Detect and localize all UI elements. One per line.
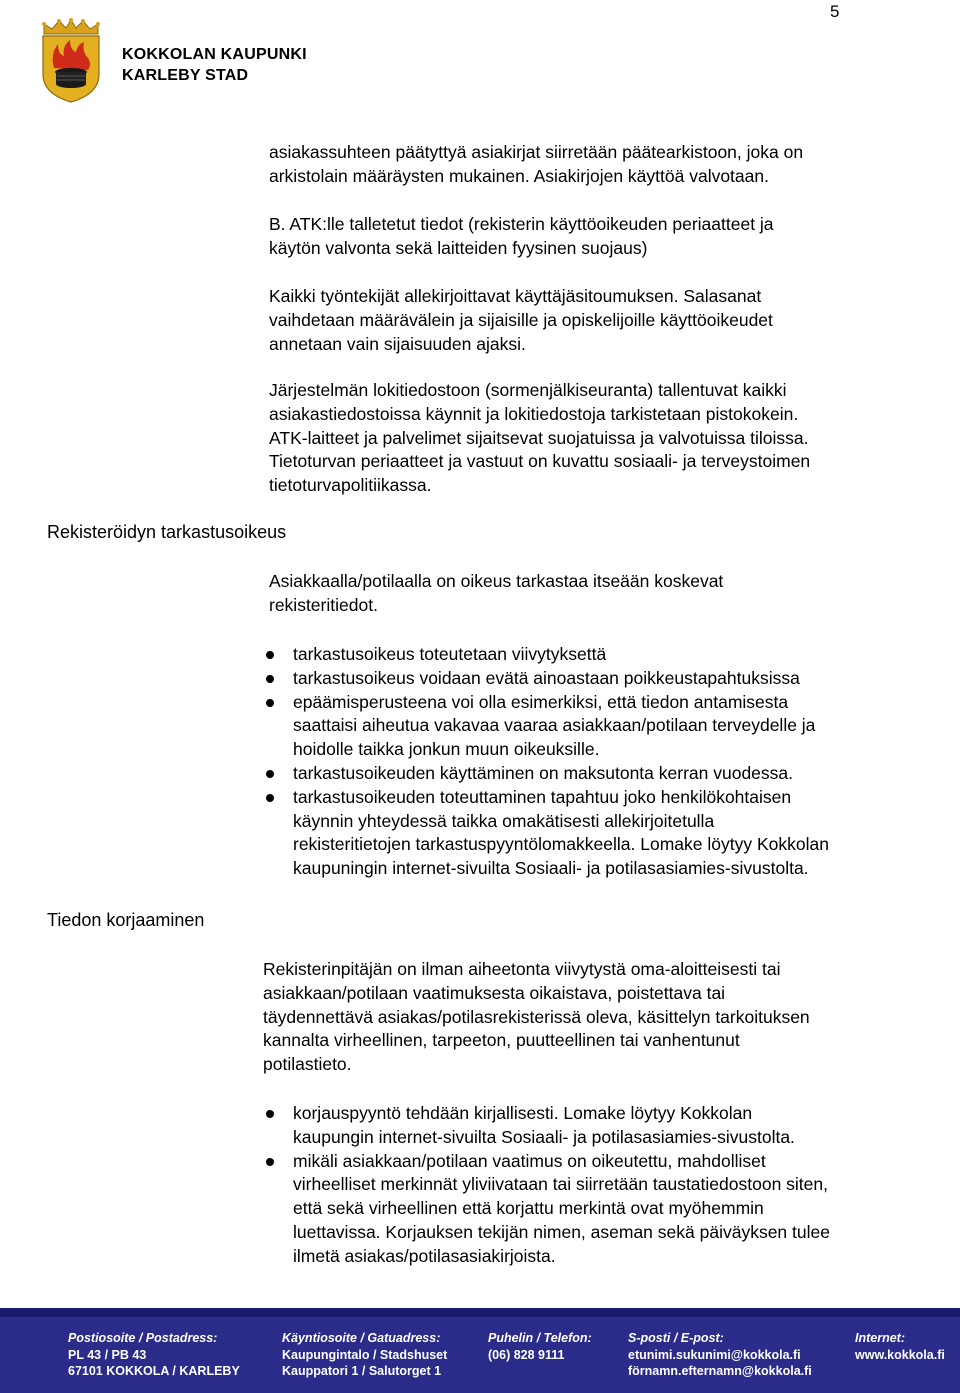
- list-item: tarkastusoikeuden käyttäminen on maksutonta kerran vuodessa.: [263, 762, 943, 786]
- list-item: mikäli asiakkaan/potilaan vaatimus on oikeutettu, mahdolliset virheelliset merkinnät yliviivataan tai siirretään taustatiedostoon siten, että sekä virheellinen että korjattu merkintä ovat myöhemmin luettavissa. Korjauksen tekijän nimen, aseman sekä päiväyksen tulee ilmetä asiakas/potilasasiakirjoista.: [263, 1150, 943, 1269]
- list-item: tarkastusoikeuden toteuttaminen tapahtuu joko henkilökohtaisen käynnin yhteydessä taikka omakätisesti allekirjoitetulla rekisteritietojen tarkastuspyyntölomakkeella. Lomake löytyy Kokkolan kaupuningin internet-sivuilta Sosiaali- ja potilasasiamies-sivustolta.: [263, 786, 943, 881]
- intro-paragraph-3: Kaikki työntekijät allekirjoittavat käyttäjäsitoumuksen. Salasanat vaihdetaan määrävälein ja sijaisille ja opiskelijoille käyttöoikeudet annetaan vain sijaisuuden ajaksi.: [269, 286, 773, 354]
- intro-paragraph-2: B. ATK:lle talletetut tiedot (rekisterin käyttöoikeuden periaatteet ja käytön valvonta sekä laitteiden fyysinen suojaus): [269, 214, 774, 258]
- section-heading-access: Rekisteröidyn tarkastusoikeus: [47, 522, 287, 542]
- organization-name-sv: KARLEBY STAD: [122, 67, 249, 84]
- list-item: tarkastusoikeus voidaan evätä ainoastaan poikkeustapahtuksissa: [263, 667, 943, 691]
- access-intro: Asiakkaalla/potilaalla on oikeus tarkastaa itseään koskevat rekisteritiedot.: [269, 571, 724, 615]
- footer-phone: Puhelin / Telefon: (06) 828 9111: [488, 1331, 592, 1362]
- list-item: epäämisperusteena voi olla esimerkiksi, että tiedon antamisesta saattaisi aiheutua vakavaa vaaraa asiakkaan/potilaan terveydelle ja hoidolle taikka jonkun muun oikeuksille.: [263, 691, 943, 762]
- bullet-icon: [266, 699, 274, 707]
- bullet-icon: [266, 1158, 274, 1166]
- website-link[interactable]: www.kokkola.fi: [855, 1347, 945, 1362]
- list-item: tarkastusoikeus toteutetaan viivytyksettä: [263, 643, 943, 667]
- list-item: korjauspyyntö tehdään kirjallisesti. Lomake löytyy Kokkolan kaupungin internet-sivuilta Sosiaali- ja potilasasiamies-sivustolta.: [263, 1102, 943, 1150]
- footer-email: S-posti / E-post: etunimi.sukunimi@kokkola.fi förnamn.efternamn@kokkola.fi: [628, 1331, 812, 1378]
- bullet-icon: [266, 794, 274, 802]
- intro-paragraph-1: asiakassuhteen päätyttyä asiakirjat siirretään päätearkistoon, joka on arkistolain määräysten mukainen. Asiakirjojen käyttöä valvotaan.: [269, 142, 804, 186]
- correction-bullet-list: [263, 1102, 943, 1269]
- footer-internet: Internet: www.kokkola.fi: [855, 1331, 945, 1362]
- footer-postal-address: Postiosoite / Postadress: PL 43 / PB 43 67101 KOKKOLA / KARLEBY: [68, 1331, 240, 1378]
- organization-name-fi: KOKKOLAN KAUPUNKI: [122, 46, 307, 63]
- correction-intro: Rekisterinpitäjän on ilman aiheetonta viivytystä oma-aloitteisesti tai asiakkaan/potilaan vaatimuksesta oikaistava, poistettava tai täydennettävä asiakas/potilasrekisterissä oleva, käsittelyn tarkoituksen kannalta virheellinen, tarpeeton, puutteellinen tai vanhentunut potilastieto.: [263, 959, 810, 1075]
- footer-visiting-address: Käyntiosoite / Gatuadress: Kaupungintalo / Stadshuset Kauppatori 1 / Salutorget 1: [282, 1331, 448, 1378]
- bullet-icon: [266, 675, 274, 683]
- bullet-icon: [266, 651, 274, 659]
- section-heading-correction: Tiedon korjaaminen: [47, 910, 205, 930]
- intro-paragraph-4: Järjestelmän lokitiedostoon (sormenjälkiseuranta) tallentuvat kaikki asiakastiedostoissa käynnit ja lokitiedostoja tarkistetaan pistokokein. ATK-laitteet ja palvelimet sijaitsevat suojatuissa ja valvotuissa tiloissa. Tietoturvan periaatteet ja vastuut on kuvattu sosiaali- ja terveystoimen tietoturvapolitiikassa.: [269, 380, 811, 496]
- footer-stripe: [0, 1308, 960, 1317]
- bullet-icon: [266, 1110, 274, 1118]
- bullet-icon: [266, 770, 274, 778]
- access-bullet-list: [263, 643, 943, 881]
- coat-of-arms-icon: [40, 18, 102, 104]
- page-number: 5: [830, 2, 840, 21]
- organization-name: [122, 44, 307, 86]
